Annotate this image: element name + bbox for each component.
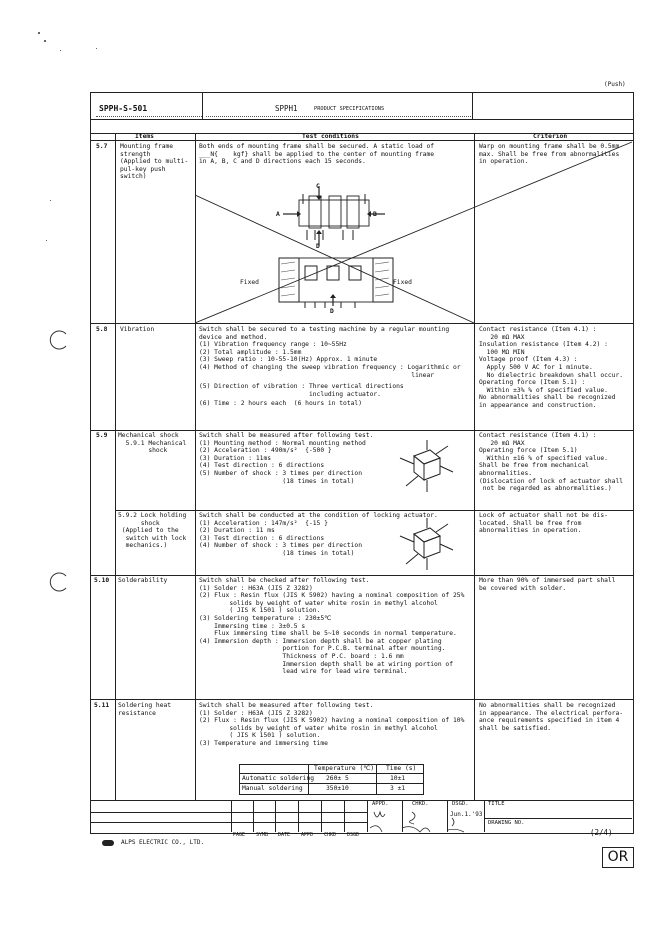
- figure-label-d2: D: [330, 308, 334, 315]
- title-text: PRODUCT SPECIFICATIONS: [314, 106, 385, 112]
- row-item: 5.9.2 Lock holding shock (Applied to the switch with lock mechanics.): [118, 512, 187, 550]
- row-item: Vibration: [120, 326, 155, 333]
- row-conditions: Switch shall be conducted at the condition of locking actuator. (1) Acceleration : 147m/s² {-15 } (2) Duration : 11 ms (3) Test direction : 6 directions (4) Number of shock : 3 times per direction (18 times in total): [199, 512, 438, 557]
- row-number: 5.11: [94, 702, 110, 709]
- row-number: 5.8: [96, 326, 108, 333]
- row-criterion: Lock of actuator shall not be dis- located. Shall be free from abnormalities in operation.: [479, 512, 608, 535]
- footer-label-page: PAGE: [233, 832, 246, 838]
- row-criterion: Contact resistance (Item 4.1) : 20 mΩ MAX Operating force (Item 5.1) Within ±16 % of specified value. Shall be free from mechanical abnormalities. (Dislocation of lock of actuator shall not be regarded as abnormalities.): [479, 432, 624, 493]
- footer-chkd: CHKD.: [412, 801, 429, 807]
- footer-label-symb: SYMB: [256, 832, 269, 838]
- alps-logo: [102, 840, 114, 846]
- footer-dsgd: DSGD.: [452, 801, 469, 807]
- col-conditions: Test conditions: [302, 133, 359, 140]
- table-cell: 350±10: [326, 785, 349, 792]
- doc-number-underline: [96, 116, 202, 117]
- table-cell: 3 ±1: [390, 785, 406, 792]
- col-criterion: Criterion: [533, 133, 568, 140]
- row-item: Mechanical shock 5.9.1 Mechanical shock: [118, 432, 187, 455]
- footer-label-dsgd: DSGD: [347, 832, 360, 838]
- title-underline: [206, 116, 471, 117]
- footer-label-appd: APPD: [301, 832, 314, 838]
- row-criterion: Contact resistance (Item 4.1) : 20 mΩ MAX Insulation resistance (Item 4.2) : 100 MΩ MIN Voltage proof (Item 4.3) : Apply 500 V AC for 1 minute. No dielectric breakdown shall occur. Operating force (Item 5.1) : Within ±3% % of specified value. No abnormalities shall be recognized in appearance and construction.: [479, 326, 624, 409]
- punch-hole: [48, 572, 68, 592]
- signature-marks: [368, 808, 484, 836]
- footer-label-chkd: CHKD: [324, 832, 337, 838]
- or-stamp: OR: [602, 847, 634, 868]
- figure-label-a: A: [276, 211, 280, 218]
- row-conditions: Switch shall be measured after following test. (1) Solder : H63A (JIS Z 3282) (2) Flux : Resin flux (JIS K 5902) having a nominal composition of 10% solids by weight of water white rosin in methyl alcohol ( JIS K 1501 ) solution. (3) Temperature and immersing time: [199, 702, 465, 747]
- figure-label-fixed-left: Fixed: [240, 279, 259, 286]
- shock-direction-cube: [398, 440, 454, 492]
- col-items: Items: [135, 133, 154, 140]
- title-model: SPPH1: [275, 104, 298, 113]
- table-header-time: Time (s): [386, 765, 417, 772]
- figure-label-fixed-right: Fixed: [393, 279, 412, 286]
- row-criterion: Warp on mounting frame shall be 0.5mm max. Shall be free from abnormalities in operation.: [479, 143, 620, 166]
- table-cell: 10±1: [390, 775, 406, 782]
- row-conditions: Switch shall be measured after following test. (1) Mounting method : Normal mounting method (2) Acceleration : 490m/s² {-500 } (3) Duration : 11ms (4) Test direction : 6 directions (5) Number of shock : 3 times per direction (18 times in total): [199, 432, 374, 485]
- row-conditions: Switch shall be secured to a testing machine by a regular mounting device and method. (1) Vibration frequency range : 10~55Hz (2) Total amplitude : 1.5mm (3) Sweep ratio : 10-55-10(Hz) Approx. 1 minute (4) Method of changing the sweep vibration frequency : Logarithmic or linear (5) Direction of vibration : Three vertical directions including actuator. (6) Time : 2 hours each (6 hours in total): [199, 326, 461, 408]
- table-cell: 260± 5: [326, 775, 349, 782]
- row-item: Soldering heat resistance: [118, 702, 172, 717]
- row-conditions: Switch shall be checked after following test. (1) Solder : H63A (JIS Z 3282) (2) Flux : Resin flux (JIS K 5902) having a nominal composition of 25% solids by weight of water white rosin in methyl alcohol ( JIS K 1501 ) solution. (3) Soldering temperature : 230±5℃ Immersing time : 3±0.5 s Flux immersing time shall be 5~10 seconds in normal temperature. (4) Immersion depth : Immersion depth shall be at copper plating portion for P.C.B. terminal after mounting. Thickness of P.C. board : 1.6 mm Immersion depth shall be at wiring portion of lead wire for lead wire terminal.: [199, 577, 465, 676]
- row-number: 5.7: [96, 143, 108, 150]
- mounting-frame-figure: [195, 140, 633, 323]
- row-item: Solderability: [118, 577, 168, 584]
- footer-title-label: TITLE: [488, 801, 505, 807]
- table-cell: Automatic soldering: [242, 775, 315, 782]
- row-item: Mounting frame strength (Applied to multi- pul-key push switch): [120, 143, 189, 181]
- table-cell: Manual soldering: [242, 785, 303, 792]
- row-criterion: More than 90% of immersed part shall be covered with solder.: [479, 577, 616, 592]
- footer-dsgd-date: Jun.1.'93: [450, 811, 483, 818]
- row-conditions: Both ends of mounting frame shall be secured. A static load of ___N{ kgf} shall be applied to the center of mounting frame in A, B, C and D directions each 15 seconds.: [199, 143, 435, 166]
- figure-label-d: D: [316, 243, 320, 250]
- shock-direction-cube: [398, 518, 454, 570]
- footer-appd: APPD.: [372, 801, 389, 807]
- table-header-temperature: Temperature (℃): [314, 765, 375, 772]
- doc-number: SPPH-S-501: [99, 104, 148, 113]
- footer-page-number: (2/4): [590, 828, 613, 837]
- company-name: ALPS ELECTRIC CO., LTD.: [121, 839, 205, 846]
- punch-hole: [48, 330, 68, 350]
- temperature-table: [239, 764, 424, 795]
- row-number: 5.9: [96, 432, 108, 439]
- figure-label-c: C: [316, 183, 320, 190]
- figure-label-b: B: [373, 211, 377, 218]
- row-criterion: No abnormalities shall be recognized in appearance. The electrical perfora- ance requirements specified in item 4 shall be satisfied.: [479, 702, 624, 732]
- corner-tag: (Push): [604, 81, 626, 88]
- footer-label-date: DATE: [278, 832, 291, 838]
- footer-drawing-label: DRAWING NO.: [488, 820, 525, 826]
- row-number: 5.10: [94, 577, 110, 584]
